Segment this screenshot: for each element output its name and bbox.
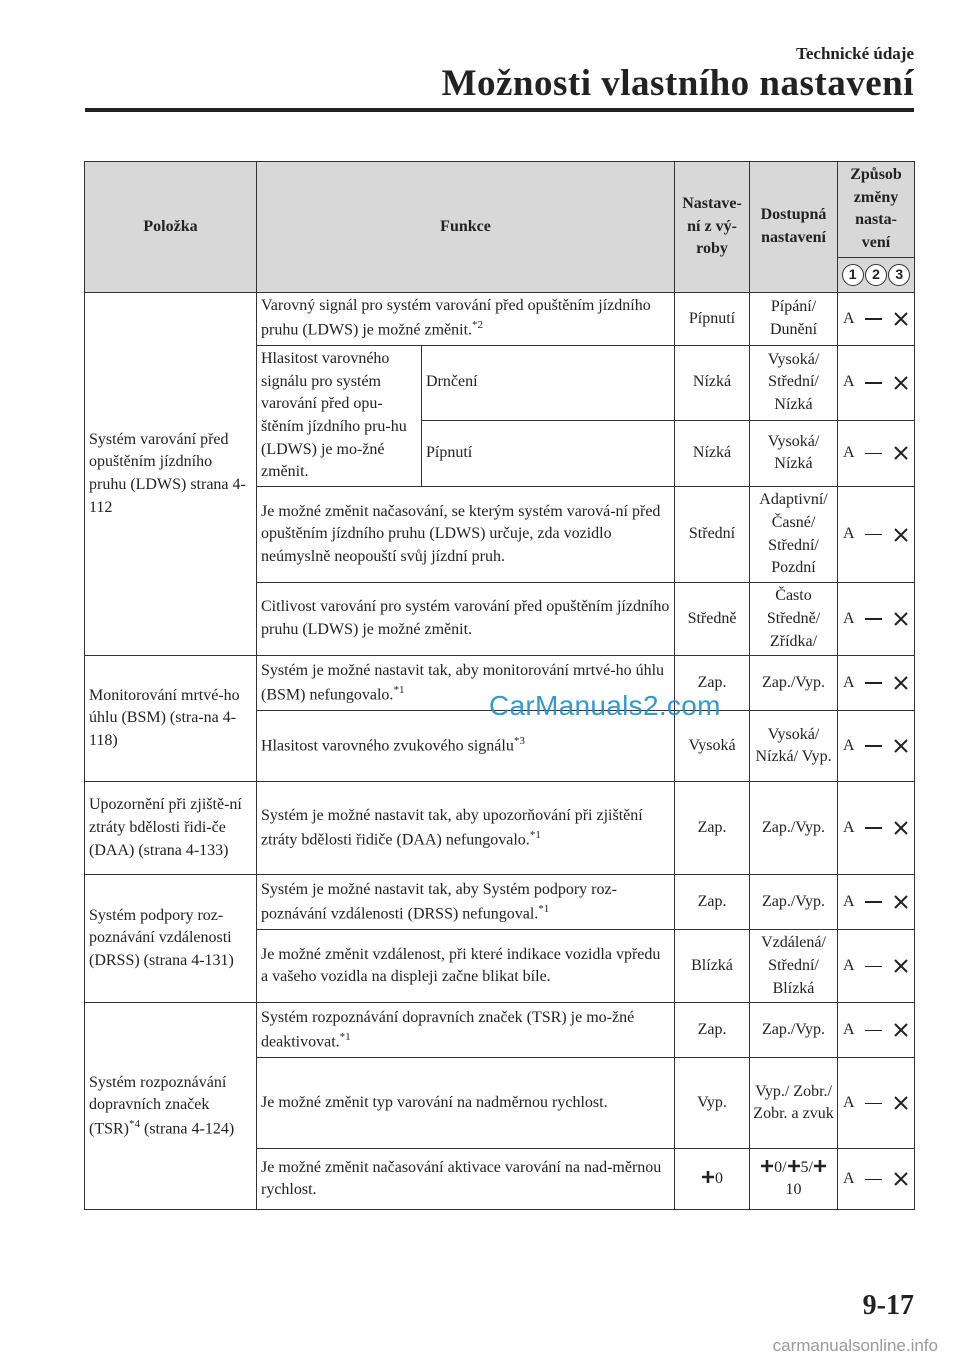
default-cell: Zap.: [675, 656, 750, 711]
default-cell: Nízká: [675, 345, 750, 420]
func-cell: Je možné změnit načasování, se kterým systém varová-ní před opuštěním jízdního pruhu (LDWS) určuje, zda vozidlo neúmyslně neopouští svůj jízdní pruh.: [257, 487, 675, 583]
x-icon: [893, 375, 909, 391]
circle-3-icon: 3: [888, 264, 910, 286]
available-cell: Často Středně/ Zřídka/: [750, 583, 838, 656]
table-row: [85, 292, 915, 345]
footer-watermark: carmanualsonline.info: [772, 1336, 938, 1355]
sub-func-cell: Drnčení: [422, 345, 675, 420]
dash-icon: [865, 966, 882, 968]
func-cell: Systém je možné nastavit tak, aby monitorování mrtvé-ho úhlu (BSM) nefungovalo.$^{*1}$: [257, 656, 675, 711]
method-a: A: [843, 818, 855, 836]
dash-icon: [865, 745, 882, 747]
plus-icon: [701, 1170, 715, 1184]
page-title: Možnosti vlastního nastavení: [441, 63, 914, 104]
dash-icon: [865, 1103, 882, 1105]
x-icon: [893, 894, 909, 910]
default-cell: Zap.: [675, 782, 750, 875]
available-cell: 0/ 5/ 10: [750, 1149, 838, 1210]
method-a: A: [843, 736, 855, 754]
available-cell: Vysoká/ Nízká/ Vyp.: [750, 711, 838, 782]
item-bsm: Monitorování mrtvé-ho úhlu (BSM) (stra-na 4-118): [85, 656, 257, 782]
available-cell: Vysoká/ Střední/ Nízká: [750, 345, 838, 420]
method-cell: [838, 292, 915, 345]
x-icon: [893, 738, 909, 754]
default-cell: Vysoká: [675, 711, 750, 782]
method-a: A: [843, 609, 855, 627]
method-a: A: [843, 1170, 855, 1188]
section-title: Technické údaje: [796, 44, 914, 63]
method-a: A: [843, 525, 855, 543]
x-icon: [893, 1171, 909, 1187]
default-cell: Zap.: [675, 1003, 750, 1058]
default-cell: Střední: [675, 487, 750, 583]
method-cell: [838, 487, 915, 583]
method-a: A: [843, 1021, 855, 1039]
dash-icon: [865, 827, 882, 829]
page-number: 9-17: [862, 1290, 914, 1321]
method-a: A: [843, 309, 855, 327]
dash-icon: [865, 382, 882, 384]
watermark-logo: CarManuals2.com: [489, 690, 721, 721]
available-cell: Vyp./ Zobr./ Zobr. a zvuk: [750, 1058, 838, 1149]
dash-icon: [865, 618, 882, 620]
method-cell: [838, 930, 915, 1003]
header-available: Dostupná nastavení: [750, 162, 838, 293]
method-a: A: [843, 673, 855, 691]
dash-icon: [865, 901, 882, 903]
x-icon: [893, 527, 909, 543]
dash-icon: [865, 1179, 882, 1181]
available-cell: Vysoká/ Nízká: [750, 420, 838, 487]
available-cell: Pípání/ Dunění: [750, 292, 838, 345]
x-icon: [893, 311, 909, 327]
dash-icon: [865, 318, 882, 320]
x-icon: [893, 820, 909, 836]
method-circles: [838, 257, 915, 292]
method-cell: [838, 583, 915, 656]
x-icon: [893, 675, 909, 691]
available-cell: Vzdálená/ Střední/ Blízká: [750, 930, 838, 1003]
func-cell: Je možné změnit typ varování na nadměrnou rychlost.: [257, 1058, 675, 1149]
default-cell: Zap.: [675, 875, 750, 930]
func-cell: Je možné změnit vzdálenost, při které indikace vozidla vpředu a vašeho vozidla na displeji začne blikat bíle.: [257, 930, 675, 1003]
header-method: Způsob změny nasta-vení: [838, 162, 915, 258]
method-cell: [838, 782, 915, 875]
method-cell: [838, 420, 915, 487]
method-cell: [838, 345, 915, 420]
x-icon: [893, 1022, 909, 1038]
header-row: [85, 162, 915, 258]
default-cell: Nízká: [675, 420, 750, 487]
dash-icon: [865, 534, 882, 536]
func-cell: Hlasitost varovného zvukového signálu$^{*3}$: [257, 711, 675, 782]
x-icon: [893, 1095, 909, 1111]
method-cell: [838, 656, 915, 711]
table-row: [85, 782, 915, 875]
available-cell: Zap./Vyp.: [750, 782, 838, 875]
item-tsr: Systém rozpoznávání dopravních značek (TSR)$^{*4}$ (strana 4-124): [85, 1003, 257, 1210]
x-icon: [893, 445, 909, 461]
func-cell: Systém rozpoznávání dopravních značek (TSR) je mo-žné deaktivovat.$^{*1}$: [257, 1003, 675, 1058]
default-cell: Vyp.: [675, 1058, 750, 1149]
plus-icon: [760, 1159, 774, 1173]
settings-table: [84, 161, 915, 1210]
plus-icon: [787, 1159, 801, 1173]
header-rule: [85, 108, 914, 112]
method-a: A: [843, 1094, 855, 1112]
available-cell: Zap./Vyp.: [750, 875, 838, 930]
header-function: Funkce: [257, 162, 675, 293]
available-cell: Zap./Vyp.: [750, 656, 838, 711]
method-a: A: [843, 444, 855, 462]
func-cell: Je možné změnit načasování aktivace varování na nad-měrnou rychlost.: [257, 1149, 675, 1210]
method-cell: [838, 1058, 915, 1149]
x-icon: [893, 958, 909, 974]
plus-icon: [813, 1159, 827, 1173]
method-a: A: [843, 373, 855, 391]
method-cell: [838, 1003, 915, 1058]
available-cell: Adaptivní/ Časné/ Střední/ Pozdní: [750, 487, 838, 583]
item-daa: Upozornění při zjiště-ní ztráty bdělosti řidi-če (DAA) (strana 4-133): [85, 782, 257, 875]
func-cell: Citlivost varování pro systém varování před opuštěním jízdního pruhu (LDWS) je možné změnit.: [257, 583, 675, 656]
method-cell: [838, 1149, 915, 1210]
header-default: Nastave-ní z vý-roby: [675, 162, 750, 293]
func-cell-volume: Hlasitost varovného signálu pro systém varování před opu-štěním jízdního pru-hu (LDWS) je mo-žné změnit.: [257, 345, 422, 486]
header-item: Položka: [85, 162, 257, 293]
func-cell: Systém je možné nastavit tak, aby Systém podpory roz-poznávání vzdálenosti (DRSS) nefungoval.$^{*1}$: [257, 875, 675, 930]
circle-1-icon: 1: [842, 264, 864, 286]
table-row: [85, 875, 915, 930]
x-icon: [893, 611, 909, 627]
func-cell: Varovný signál pro systém varování před opuštěním jízdního pruhu (LDWS) je možné změnit.$^{*2}$: [257, 292, 675, 345]
dash-icon: [865, 682, 882, 684]
dash-icon: [865, 453, 882, 455]
available-cell: Zap./Vyp.: [750, 1003, 838, 1058]
method-cell: [838, 875, 915, 930]
func-cell: Systém je možné nastavit tak, aby upozorňování při zjištění ztráty bdělosti řidiče (DAA) nefungovalo.$^{*1}$: [257, 782, 675, 875]
method-cell: [838, 711, 915, 782]
sub-func-cell: Pípnutí: [422, 420, 675, 487]
item-drss: Systém podpory roz-poznávání vzdálenosti (DRSS) (strana 4-131): [85, 875, 257, 1003]
item-ldws: Systém varování před opuštěním jízdního pruhu (LDWS) strana 4-112: [85, 292, 257, 655]
default-cell: 0: [675, 1149, 750, 1210]
method-a: A: [843, 892, 855, 910]
circle-2-icon: 2: [865, 264, 887, 286]
default-cell: Středně: [675, 583, 750, 656]
table-row: [85, 1003, 915, 1058]
default-cell: Pípnutí: [675, 292, 750, 345]
dash-icon: [865, 1030, 882, 1032]
method-a: A: [843, 956, 855, 974]
default-cell: Blízká: [675, 930, 750, 1003]
